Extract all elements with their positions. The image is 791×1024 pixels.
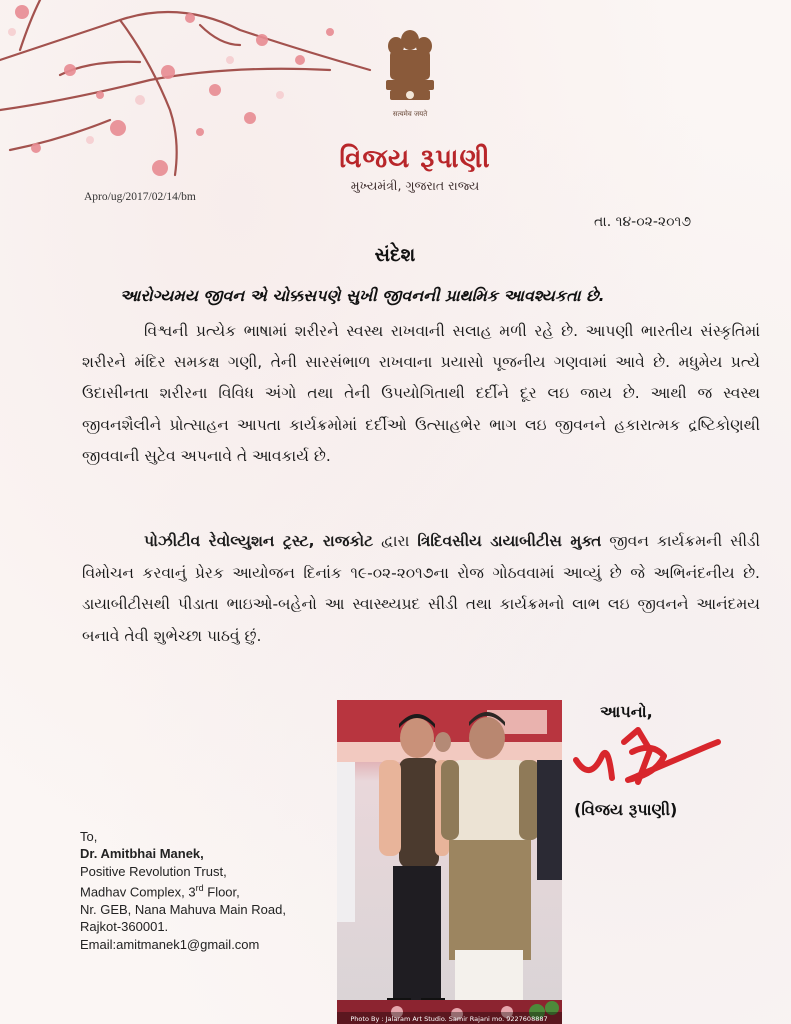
letter-paragraph-2: પોઝીટીવ રેવોલ્યુશન ટ્રસ્ટ, રાજકોટ દ્વારા ત્રિદિવસીય ડાયાબીટીસ મુક્ત જીવન કાર્યક્રમની સીડી વિમોચન કરવાનું પ્રેરક આયોજન દિનાંક ૧૯-૦૨-૨૦૧૭ના રોજ ગોઠવવામાં આવ્યું છે જે અભિનંદનીય છે. ડાયાબીટીસથી પીડાતા ભાઇઓ-બહેનો આ સ્વાસ્થ્યપ્રદ સીડી તથા કાર્યક્રમનો લાભ લઇ જીવનને આનંદમય બનાવે તેવી શુભેચ્છા પાઠવું છું. (82, 532, 760, 645)
letter-paragraph-1 (82, 316, 760, 472)
sender-name: વિજય રૂપાણી (339, 144, 491, 174)
event-photo (337, 700, 562, 1024)
letter-subheading: આરોગ્યમય જીવન એ ચોક્કસપણે સુખી જીવનની પ્રાથમિક આવશ્યકતા છે. (120, 286, 605, 305)
recipient-name: Dr. Amitbhai Manek, (80, 846, 204, 862)
paragraph-1-text: વિશ્વની પ્રત્યેક ભાષામાં શરીરને સ્વસ્થ રાખવાની સલાહ મળી રહે છે. આપણી ભારતીય સંસ્કૃતિમાં શરીરને મંદિર સમકક્ષ ગણી, તેની સારસંભાળ રાખવાના પ્રયાસો પૂજનીય ગણવામાં આવે છે. મધુમેય પ્રત્યે ઉદાસીનતા શરીરના વિવિધ અંગો તથા તેની ઉપયોગિતાથી દર્દીને દૂર લઇ જાય છે. આથી જ સ્વસ્થ જીવનશૈલીને પ્રોત્સાહન આપતા કાર્યક્રમોમાં દર્દીઓ ઉત્સાહભેર ભાગ લઇ જીવનને હકારાત્મક દ્રષ્ટિકોણથી જીવવાની સુટેવ અપનાવે તે આવકાર્ય છે. (82, 322, 760, 465)
trust-name: પોઝીટીવ રેવોલ્યુશન ટ્રસ્ટ, રાજકોટ (144, 532, 374, 550)
recipient-email: Email:amitmanek1@gmail.com (80, 936, 260, 952)
recipient-address: To, Dr. Amitbhai Manek, Positive Revolution Trust, Madhav Complex, 3rd Floor, Nr. GEB, Nana Mahuva Main Road, Rajkot-360001. Email:amitmanek1@gmail.com (80, 829, 286, 952)
closing-salutation: આપનો, (600, 702, 653, 721)
program-name: ત્રિદિવસીય ડાયાબીટીસ મુક્ત (417, 532, 602, 550)
sender-designation: મુખ્યમંત્રી, ગુજરાત રાજ્ય (350, 178, 480, 193)
event-date: દિનાંક ૧૯-૦૨-૨૦૧૭ (303, 563, 434, 582)
letter-heading: સંદેશ (374, 244, 416, 266)
signatory-name: (વિજય રૂપાણી) (574, 800, 678, 819)
emblem-motto: सत्यमेव जयते (392, 110, 428, 118)
signature-image (568, 690, 728, 800)
letter-date: તા. ૧૪-૦૨-૨૦૧૭ (594, 214, 692, 230)
national-emblem-icon (378, 26, 442, 122)
reference-number: Apro/ug/2017/02/14/bm (84, 191, 196, 203)
photo-credit: Photo By : Jalaram Art Studio. Samir Rajani mo. 9227608887 (350, 1015, 548, 1023)
